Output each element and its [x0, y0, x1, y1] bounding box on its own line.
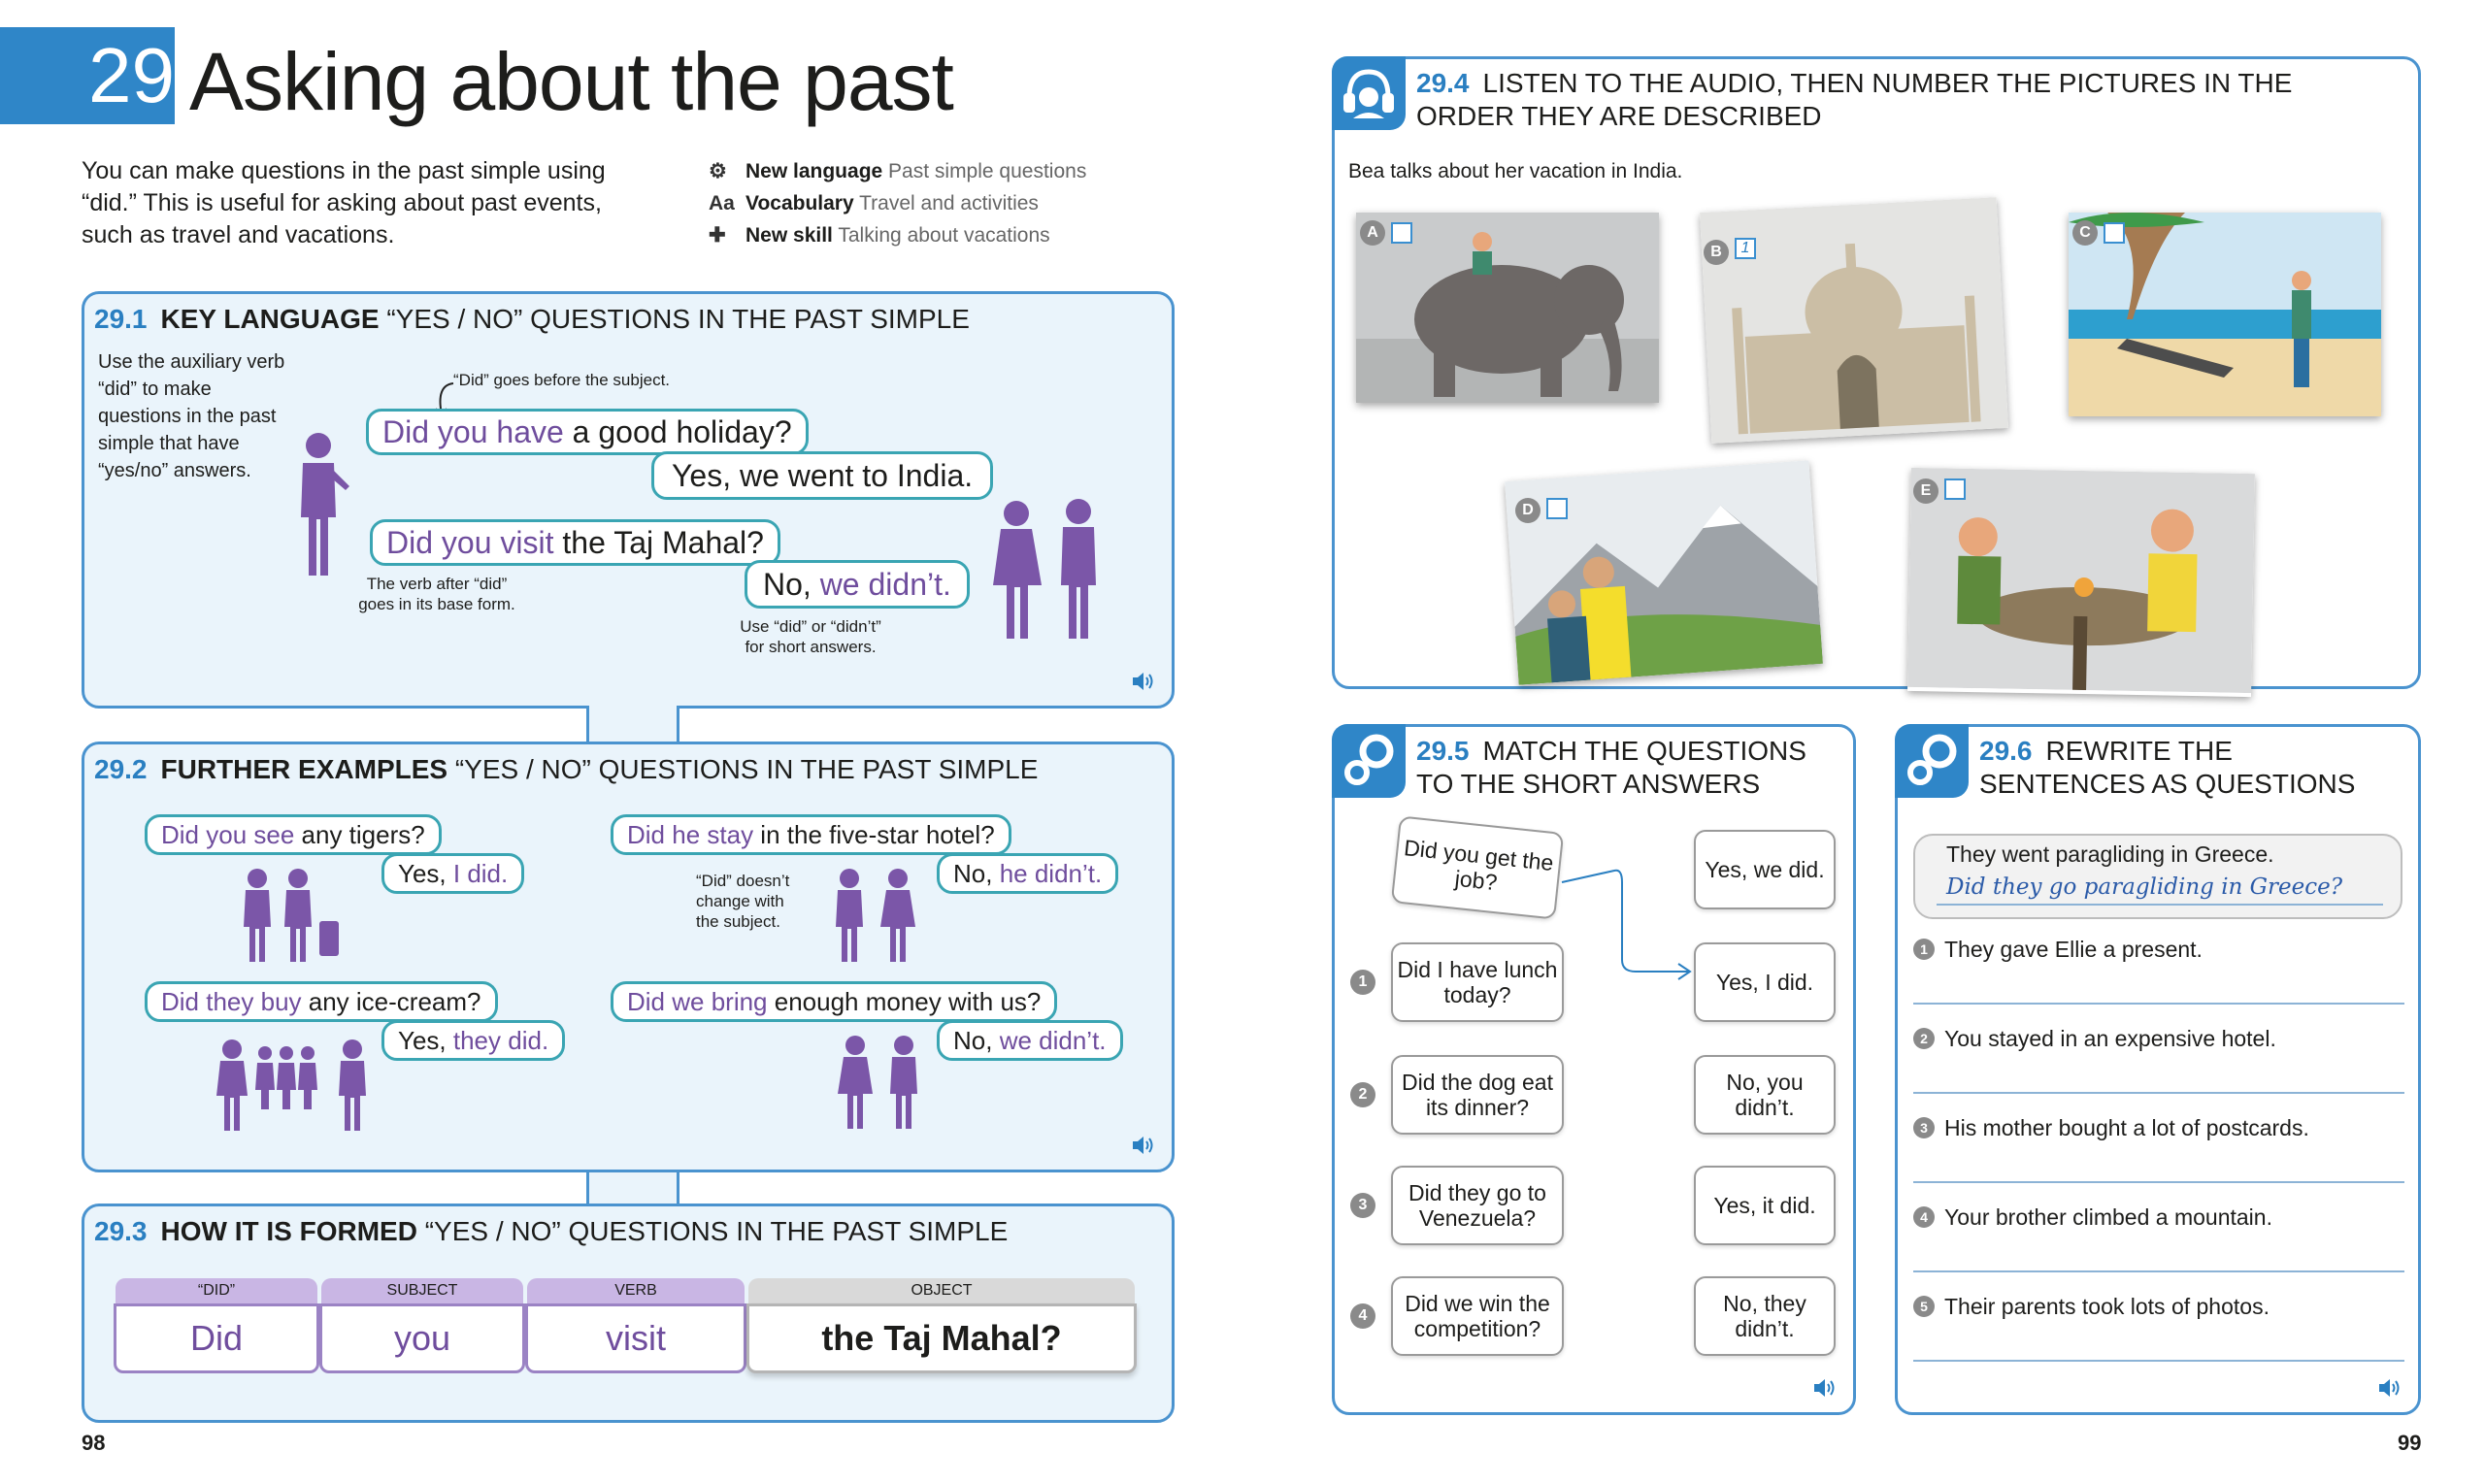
meta-row — [709, 187, 1086, 219]
formula-cell-verb: visit — [525, 1303, 746, 1373]
title-text: MATCH THE QUESTIONS TO THE SHORT ANSWERS — [1416, 736, 1806, 799]
gears-icon — [1895, 724, 1969, 798]
picture-label-d: D — [1515, 498, 1541, 523]
answer-card[interactable]: No, they didn’t. — [1694, 1276, 1836, 1356]
headphones-icon-box — [1332, 56, 1406, 130]
answer-box-c[interactable] — [2104, 222, 2125, 244]
answer-box-e[interactable] — [1944, 478, 1966, 500]
section-number: 29.6 — [1979, 736, 2033, 766]
formula-header-did: “DID” — [116, 1278, 317, 1303]
people-figures-1 — [240, 867, 356, 964]
bubble-highlight: Did he stay — [627, 820, 754, 849]
people-figures-4 — [834, 1034, 931, 1131]
gears-icon-box — [1895, 724, 1969, 798]
formula-cell-object: the Taj Mahal? — [746, 1303, 1137, 1373]
bubble-q2 — [611, 814, 1011, 855]
question-card[interactable]: Did they go to Venezuela? — [1391, 1166, 1564, 1245]
section-title — [94, 304, 970, 335]
example-answer-line — [1937, 904, 2383, 906]
question-number: 4 — [1350, 1303, 1375, 1329]
bubble-highlight: we didn’t. — [819, 567, 951, 602]
puzzle-icon: ✚ — [709, 224, 726, 247]
answer-card[interactable]: Yes, we did. — [1694, 830, 1836, 909]
page-title: Asking about the past — [189, 36, 953, 127]
meta-value: Travel and activities — [859, 192, 1039, 214]
audio-speaker-icon[interactable] — [2377, 1377, 2402, 1399]
picture-label-c: C — [2072, 220, 2098, 246]
example-sentence: They went paragliding in Greece. — [1946, 841, 2274, 867]
question-number: 3 — [1350, 1193, 1375, 1218]
formula-header-object: OBJECT — [748, 1278, 1135, 1303]
title-text: REWRITE THE SENTENCES AS QUESTIONS — [1979, 736, 2356, 799]
section-29-1 — [82, 291, 1175, 709]
section-29-5 — [1332, 724, 1856, 1415]
unit-number: 29 — [88, 32, 175, 118]
bubble-text: Yes, — [398, 859, 453, 888]
bubble-a2 — [937, 853, 1118, 894]
meta-row — [709, 219, 1086, 251]
title-text: LISTEN TO THE AUDIO, THEN NUMBER THE PICTURES IN THE ORDER THEY ARE DESCRIBED — [1416, 68, 2293, 131]
section-number: 29.4 — [1416, 68, 1470, 98]
bubble-a3 — [381, 1020, 565, 1061]
rewrite-sentence: Their parents took lots of photos. — [1944, 1294, 2270, 1319]
bubble-q3 — [145, 981, 498, 1022]
question-card[interactable]: Did I have lunch today? — [1391, 942, 1564, 1022]
bubble-highlight: Did you visit — [386, 525, 554, 560]
bubble-q2 — [370, 519, 780, 566]
audio-speaker-icon[interactable] — [1131, 671, 1156, 692]
section-29-6 — [1895, 724, 2421, 1415]
formula-cell-did: Did — [114, 1303, 319, 1373]
section-title — [94, 1216, 1008, 1247]
item-number: 1 — [1913, 939, 1935, 960]
intro-text: You can make questions in the past simple using “did.” This is useful for asking about past events, such as travel and vacations. — [82, 157, 606, 248]
picture-label-e: E — [1913, 478, 1938, 504]
bubble-text: No, — [763, 567, 820, 602]
formula-header-verb: VERB — [527, 1278, 745, 1303]
meta-row — [709, 155, 1086, 187]
section-title — [1979, 735, 2387, 801]
section-title — [1416, 735, 1824, 801]
question-number: 2 — [1350, 1082, 1375, 1107]
side-note: Use the auxiliary verb “did” to make questions in the past simple that have “yes/no” answers. — [98, 351, 285, 481]
example-box — [1913, 834, 2402, 919]
meta-label: New language — [746, 160, 883, 182]
answer-b-value: 1 — [1740, 240, 1750, 256]
example-answer: Did they go paragliding in Greece? — [1946, 874, 2343, 900]
section-number: 29.5 — [1416, 736, 1470, 766]
rewrite-sentence: Your brother climbed a mountain. — [1944, 1204, 2272, 1230]
picture-e — [1907, 468, 2255, 697]
bubble-a4 — [937, 1020, 1123, 1061]
answer-line[interactable] — [1913, 1270, 2404, 1272]
meta-box — [709, 155, 1086, 251]
answer-card[interactable]: Yes, I did. — [1694, 942, 1836, 1022]
title-bold: KEY LANGUAGE — [160, 304, 380, 334]
section-title — [1416, 67, 2348, 133]
bubble-highlight: Did you see — [161, 820, 295, 849]
rewrite-sentence: You stayed in an expensive hotel. — [1944, 1026, 2276, 1051]
title-rest: “YES / NO” QUESTIONS IN THE PAST SIMPLE — [424, 1216, 1009, 1246]
exercise-intro: Bea talks about her vacation in India. — [1348, 160, 1683, 182]
meta-label: New skill — [746, 224, 833, 247]
panel-connector — [586, 706, 679, 744]
note-base-form: The verb after “did” goes in its base form. — [358, 575, 515, 613]
bubble-a1 — [651, 451, 993, 500]
answer-box-a[interactable] — [1391, 222, 1412, 244]
bubble-q4 — [611, 981, 1057, 1022]
answer-box-b[interactable] — [1735, 238, 1756, 259]
rewrite-sentence: They gave Ellie a present. — [1944, 937, 2203, 962]
bubble-text: any ice-cream? — [301, 987, 481, 1016]
bubble-text: any tigers? — [294, 820, 425, 849]
rewrite-sentence: His mother bought a lot of postcards. — [1944, 1115, 2309, 1140]
section-number: 29.3 — [94, 1216, 148, 1246]
title-bold: FURTHER EXAMPLES — [160, 754, 448, 784]
answer-card[interactable]: No, you didn’t. — [1694, 1055, 1836, 1135]
meta-label: Vocabulary — [746, 192, 854, 214]
answer-line[interactable] — [1913, 1181, 2404, 1183]
bubble-highlight: they did. — [452, 1026, 549, 1055]
answer-card[interactable]: Yes, it did. — [1694, 1166, 1836, 1245]
title-rest: “YES / NO” QUESTIONS IN THE PAST SIMPLE — [454, 754, 1039, 784]
picture-label-a: A — [1360, 220, 1385, 246]
headphones-icon — [1332, 56, 1406, 130]
meta-value: Past simple questions — [888, 160, 1087, 182]
bubble-text: the Taj Mahal? — [553, 525, 764, 560]
mountain-hikers-illustration — [1505, 460, 1823, 684]
title-rest: “YES / NO” QUESTIONS IN THE PAST SIMPLE — [386, 304, 970, 334]
bubble-a1 — [381, 853, 524, 894]
item-number: 5 — [1913, 1296, 1935, 1317]
answer-line[interactable] — [1913, 1360, 2404, 1362]
bubble-highlight: we didn’t. — [999, 1026, 1107, 1055]
section-title — [94, 754, 1038, 785]
gears-icon: ⚙ — [709, 160, 727, 182]
meta-value: Talking about vacations — [838, 224, 1050, 247]
gears-icon-box — [1332, 724, 1406, 798]
bubble-text: enough money with us? — [767, 987, 1042, 1016]
bubble-q1 — [366, 409, 809, 455]
bubble-a2 — [745, 560, 970, 609]
bubble-text: Yes, we went to India. — [672, 458, 974, 493]
bubble-q1 — [145, 814, 442, 855]
bubble-text: No, — [953, 859, 1000, 888]
section-29-4 — [1332, 56, 2421, 689]
question-card-example: Did you get the job? — [1391, 815, 1564, 919]
bubble-text: No, — [953, 1026, 1000, 1055]
people-figures-2 — [830, 867, 937, 964]
answer-line[interactable] — [1913, 1003, 2404, 1005]
section-29-2 — [82, 742, 1175, 1172]
bubble-highlight: Did we bring — [627, 987, 768, 1016]
question-card[interactable]: Did the dog eat its dinner? — [1391, 1055, 1564, 1135]
note-did-before-subject: “Did” goes before the subject. — [453, 371, 671, 389]
section-29-3 — [82, 1204, 1175, 1423]
question-number: 1 — [1350, 970, 1375, 995]
bubble-highlight: Did they buy — [161, 987, 302, 1016]
page-number-right: 99 — [2398, 1431, 2422, 1455]
bubble-highlight: Did you have — [382, 414, 564, 449]
person-figure-left — [293, 430, 361, 585]
item-number: 3 — [1913, 1117, 1935, 1138]
taj-mahal-illustration — [1700, 197, 2008, 444]
title-bold: HOW IT IS FORMED — [160, 1216, 417, 1246]
page-number-left: 98 — [82, 1431, 106, 1455]
bubble-highlight: he didn’t. — [999, 859, 1103, 888]
person-figures-right — [987, 498, 1113, 643]
audio-speaker-icon[interactable] — [1812, 1377, 1838, 1399]
unit-number-badge — [0, 27, 175, 124]
example-match-line — [1558, 863, 1704, 989]
question-card[interactable]: Did we win the competition? — [1391, 1276, 1564, 1356]
section-number: 29.1 — [94, 304, 148, 334]
audio-speaker-icon[interactable] — [1131, 1135, 1156, 1156]
answer-line[interactable] — [1913, 1092, 2404, 1094]
bubble-text: in the five-star hotel? — [753, 820, 995, 849]
picture-d — [1505, 460, 1823, 684]
formula-header-subject: SUBJECT — [321, 1278, 523, 1303]
formula-cell-subject: you — [319, 1303, 525, 1373]
note-short-answers: Use “did” or “didn’t” for short answers. — [740, 617, 881, 656]
aa-icon: Aa — [709, 192, 735, 214]
section-number: 29.2 — [94, 754, 148, 784]
note-did-unchanged: “Did” doesn’t change with the subject. — [696, 872, 790, 931]
answer-box-d[interactable] — [1546, 498, 1568, 519]
people-figures-3 — [216, 1036, 381, 1133]
item-number: 2 — [1913, 1028, 1935, 1049]
picture-label-b: B — [1704, 240, 1729, 265]
item-number: 4 — [1913, 1206, 1935, 1228]
restaurant-illustration — [1907, 468, 2255, 693]
picture-b — [1700, 197, 2008, 444]
bubble-highlight: I did. — [452, 859, 509, 888]
bubble-text: a good holiday? — [563, 414, 792, 449]
bubble-text: Yes, — [398, 1026, 453, 1055]
gears-icon — [1332, 724, 1406, 798]
